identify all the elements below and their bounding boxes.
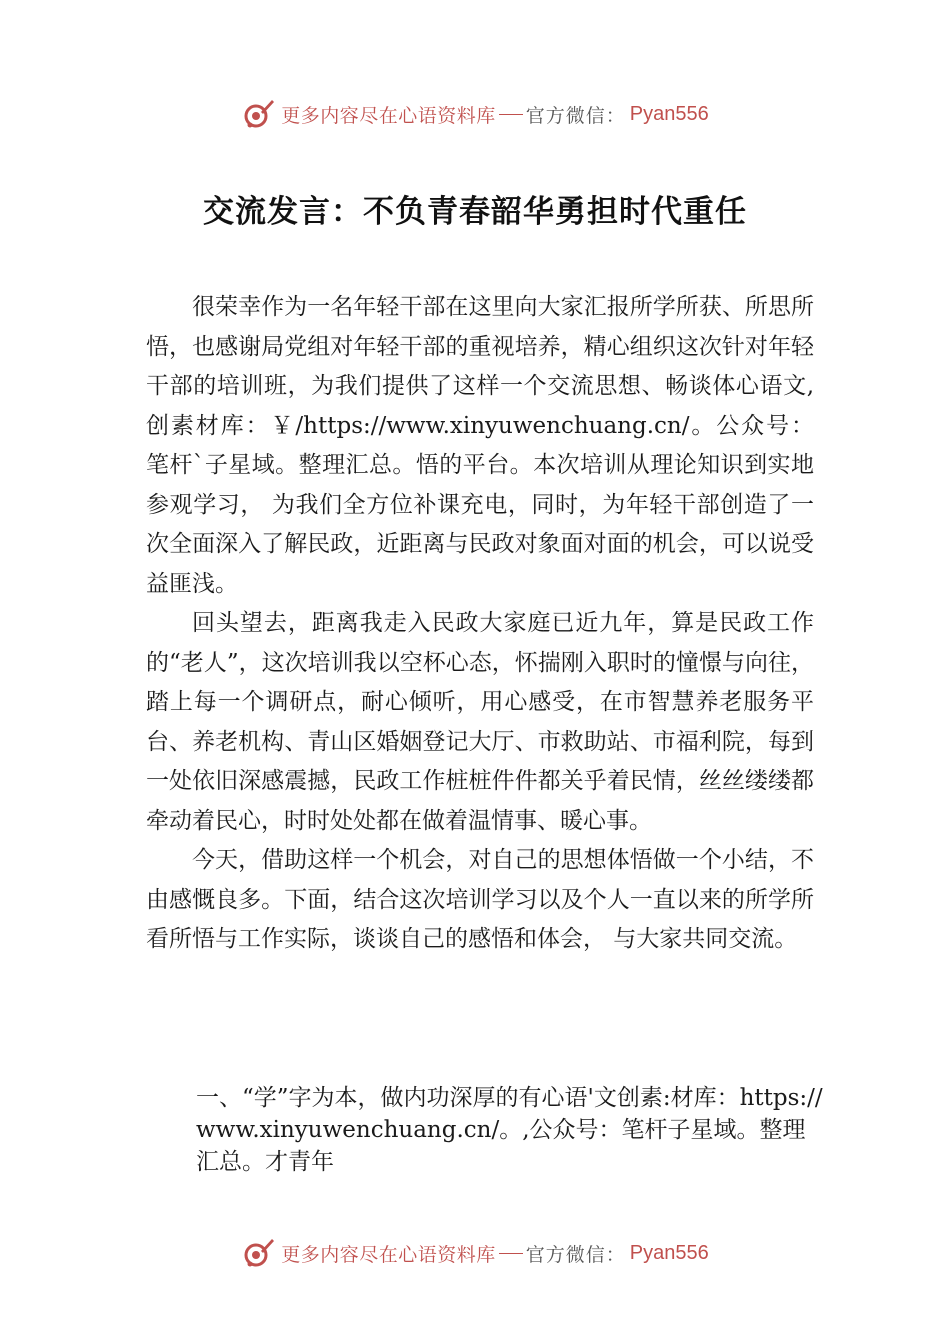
banner-wechat-label: 官方微信： (525, 1243, 626, 1266)
banner-wechat-label: 官方微信： (525, 104, 626, 127)
paragraph-3: 今天，借助这样一个机会，对自己的思想体悟做一个小结，不由感慨良多。下面，结合这次培训学习以及个人一直以来的所学所看所悟与工作实际，谈谈自己的感悟和体会， 与大家共同交流。 (146, 847, 814, 952)
banner-wechat-id: Pyan556 (629, 102, 709, 125)
quill-pen-logo-icon (241, 1236, 275, 1270)
banner-brand-text: 更多内容尽在心语资料库 (281, 104, 496, 127)
document-title: 交流发言：不负青春韶华勇担时代重任 (203, 194, 747, 230)
document-body (146, 288, 814, 960)
paragraph-1: 很荣幸作为一名年轻干部在这里向大家汇报所学所获、所思所悟，也感谢局党组对年轻干部的重视培养，精心组织这次针对年轻干部的培训班，为我们提供了这样一个交流思想、畅谈体心语文,创素材库：￥/https://www.xinyuwenchuang.cn/。公众号：笔杆`子星域。整理汇总。悟的平台。本次培训从理论知识到实地参观学习， 为我们全方位补课充电，同时，为年轻干部创造了一次全面深入了解民政，近距离与民政对象面对面的机会，可以说受益匪浅。 (146, 294, 814, 597)
banner-dash (499, 114, 523, 115)
banner-wechat-id: Pyan556 (629, 1241, 709, 1264)
paragraph-2: 回头望去，距离我走入民政大家庭已近九年，算是民政工作的“老人”，这次培训我以空杯心态，怀揣刚入职时的憧憬与向往，踏上每一个调研点，耐心倾听，用心感受，在市智慧养老服务平台、养老机构、青山区婚姻登记大厅、市救助站、市福利院，每到一处依旧深感震撼，民政工作桩桩件件都关乎着民情，丝丝缕缕都牵动着民心，时时处处都在做着温情事、暖心事。 (146, 610, 814, 834)
quill-pen-logo-icon (241, 97, 275, 131)
banner-dash (499, 1253, 523, 1254)
header-banner (0, 94, 950, 134)
section-heading: 一、“学”字为本，做内功深厚的有心语'文创素:材库：https://www.xinyuwenchuang.cn/。,公众号：笔杆子星域。整理汇总。才青年 (196, 1085, 823, 1175)
banner-brand-text: 更多内容尽在心语资料库 (281, 1243, 496, 1266)
footer-banner (0, 1233, 950, 1273)
